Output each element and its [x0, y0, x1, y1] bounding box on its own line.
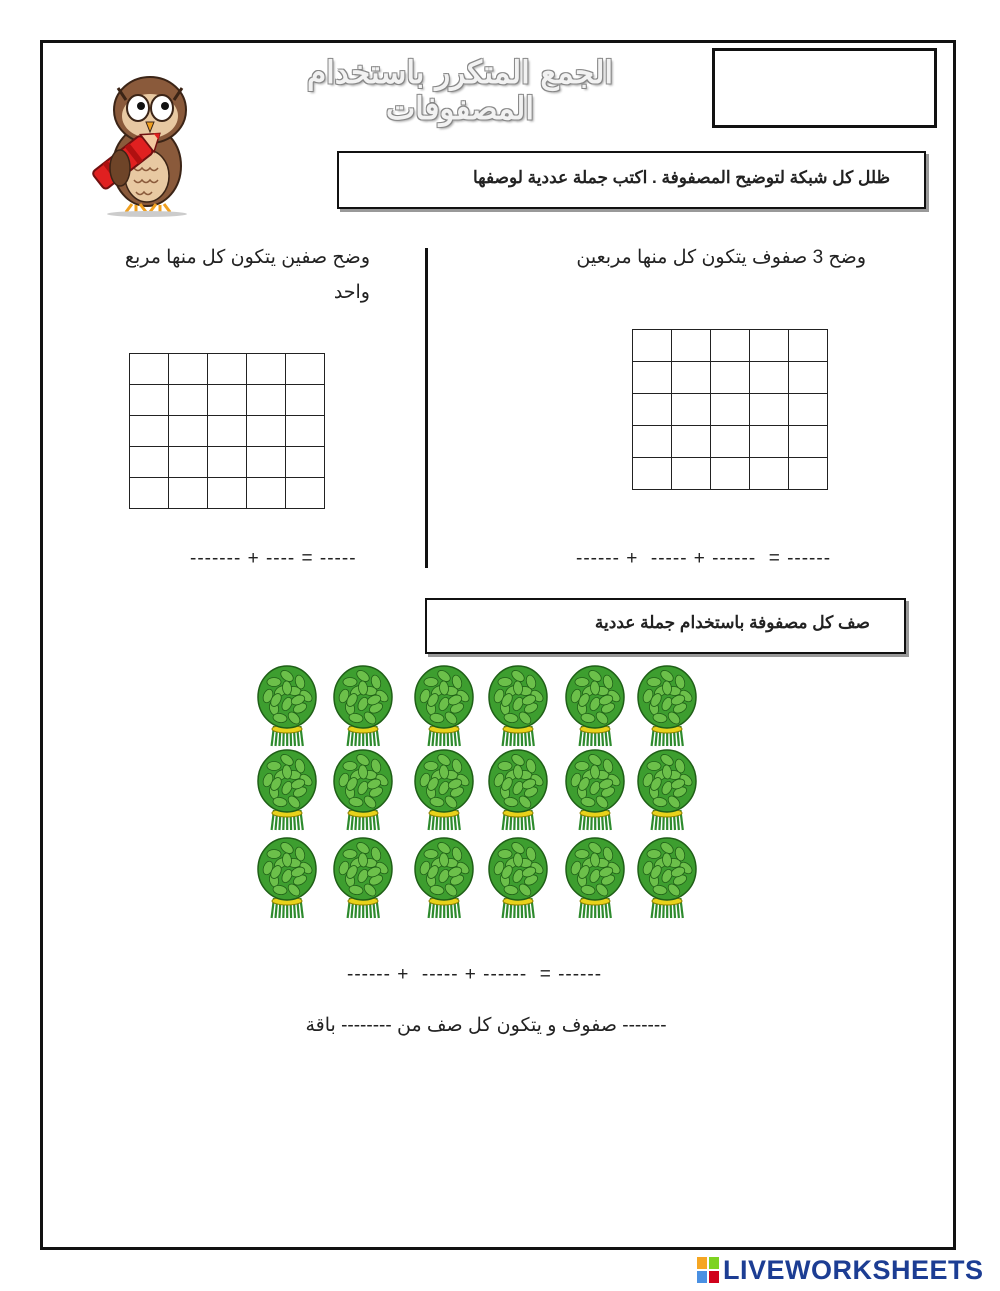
- bouquet-icon: [256, 836, 318, 920]
- grid-cell[interactable]: [286, 478, 325, 509]
- grid-cell[interactable]: [169, 385, 208, 416]
- bouquet-icon: [332, 664, 394, 748]
- grid-cell[interactable]: [672, 426, 711, 458]
- grid-cell[interactable]: [169, 416, 208, 447]
- grid-cell[interactable]: [208, 354, 247, 385]
- vertical-divider: [425, 248, 428, 568]
- grid-cell[interactable]: [130, 447, 169, 478]
- grid-cell[interactable]: [750, 362, 789, 394]
- bouquet-array: [256, 664, 702, 924]
- grid-cell[interactable]: [711, 330, 750, 362]
- grid-cell[interactable]: [750, 426, 789, 458]
- section1-instruction: ظلل كل شبكة لتوضيح المصفوفة . اكتب جملة عددية لوصفها: [337, 151, 926, 209]
- grid-cell[interactable]: [672, 362, 711, 394]
- grid-cell[interactable]: [208, 416, 247, 447]
- grid-cell[interactable]: [247, 354, 286, 385]
- grid-cell[interactable]: [169, 447, 208, 478]
- name-answer-box[interactable]: [712, 48, 937, 128]
- grid-cell[interactable]: [789, 394, 828, 426]
- owl-mascot-icon: [72, 68, 202, 218]
- grid-cell[interactable]: [789, 458, 828, 490]
- grid-cell[interactable]: [169, 354, 208, 385]
- task-right-text: وضح 3 صفوف يتكون كل منها مربعين: [576, 247, 866, 268]
- equation-right[interactable]: ------ + ----- + ------ = ------: [576, 548, 832, 569]
- bouquet-icon: [256, 748, 318, 832]
- equation-left[interactable]: ------- + ---- = -----: [190, 548, 357, 569]
- grid-cell[interactable]: [672, 394, 711, 426]
- grid-cell[interactable]: [247, 385, 286, 416]
- bouquet-icon: [413, 836, 475, 920]
- grid-cell[interactable]: [789, 426, 828, 458]
- grid-cell[interactable]: [247, 416, 286, 447]
- task-left-text: وضح صفين يتكون كل منها مربع واحد: [124, 247, 370, 303]
- grid-cell[interactable]: [633, 362, 672, 394]
- grid-cell[interactable]: [672, 458, 711, 490]
- grid-cell[interactable]: [750, 458, 789, 490]
- liveworksheets-logo-icon: [697, 1257, 719, 1283]
- logo-text: LIVEWORKSHEETS: [723, 1254, 984, 1285]
- bouquet-icon: [487, 664, 549, 748]
- bouquet-icon: [636, 836, 698, 920]
- sentence-bottom[interactable]: ------- صفوف و يتكون كل صف من -------- باقة: [305, 1015, 667, 1036]
- grid-cell[interactable]: [130, 416, 169, 447]
- grid-cell[interactable]: [711, 458, 750, 490]
- grid-cell[interactable]: [286, 416, 325, 447]
- grid-cell[interactable]: [750, 330, 789, 362]
- liveworksheets-logo: [697, 1255, 984, 1285]
- bouquet-icon: [636, 664, 698, 748]
- bouquet-icon: [256, 664, 318, 748]
- section2-instruction: صف كل مصفوفة باستخدام جملة عددية: [425, 598, 906, 654]
- grid-right[interactable]: [632, 329, 828, 490]
- grid-cell[interactable]: [789, 362, 828, 394]
- grid-cell[interactable]: [208, 385, 247, 416]
- bouquet-icon: [564, 664, 626, 748]
- grid-left[interactable]: [129, 353, 325, 509]
- grid-cell[interactable]: [130, 354, 169, 385]
- grid-cell[interactable]: [169, 478, 208, 509]
- grid-cell[interactable]: [208, 447, 247, 478]
- grid-cell[interactable]: [633, 458, 672, 490]
- grid-cell[interactable]: [789, 330, 828, 362]
- grid-cell[interactable]: [247, 447, 286, 478]
- bouquet-icon: [413, 664, 475, 748]
- grid-cell[interactable]: [247, 478, 286, 509]
- grid-cell[interactable]: [711, 362, 750, 394]
- bouquet-icon: [332, 836, 394, 920]
- grid-cell[interactable]: [711, 426, 750, 458]
- bouquet-icon: [487, 748, 549, 832]
- bouquet-icon: [564, 748, 626, 832]
- grid-cell[interactable]: [672, 330, 711, 362]
- grid-cell[interactable]: [633, 426, 672, 458]
- bouquet-icon: [636, 748, 698, 832]
- grid-cell[interactable]: [130, 385, 169, 416]
- worksheet-title: الجمع المتكرر باستخدام المصفوفات: [306, 55, 614, 127]
- grid-cell[interactable]: [208, 478, 247, 509]
- equation-bottom[interactable]: ------ + ----- + ------ = ------: [347, 964, 603, 985]
- bouquet-icon: [487, 836, 549, 920]
- bouquet-icon: [564, 836, 626, 920]
- bouquet-icon: [413, 748, 475, 832]
- grid-cell[interactable]: [711, 394, 750, 426]
- grid-cell[interactable]: [750, 394, 789, 426]
- grid-cell[interactable]: [286, 447, 325, 478]
- grid-cell[interactable]: [633, 394, 672, 426]
- bouquet-icon: [332, 748, 394, 832]
- grid-cell[interactable]: [633, 330, 672, 362]
- grid-cell[interactable]: [286, 354, 325, 385]
- grid-cell[interactable]: [286, 385, 325, 416]
- grid-cell[interactable]: [130, 478, 169, 509]
